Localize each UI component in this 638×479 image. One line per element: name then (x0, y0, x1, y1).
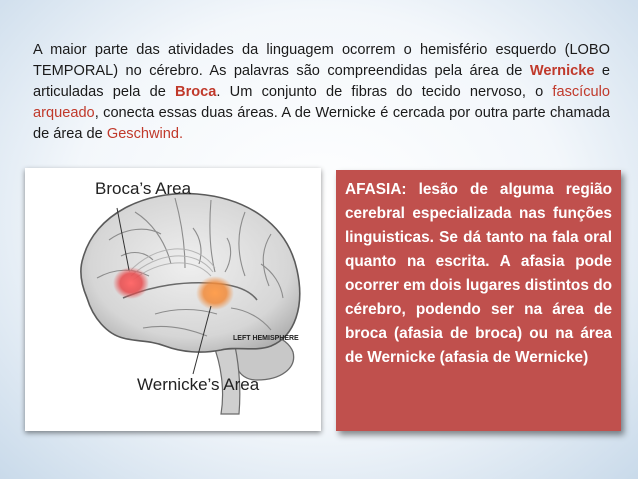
fasciculo-term: fascículo arqueado (33, 84, 610, 121)
intro-text-2: e articuladas pela de (33, 63, 611, 100)
broca-term: Broca (175, 84, 217, 100)
afasia-callout (336, 170, 621, 431)
intro-text-4: , conecta essas duas áreas. A de Wernicke é cercada por outra parte chamada de área de (33, 105, 610, 142)
intro-paragraph (33, 40, 610, 145)
wernicke-area-spot (196, 276, 234, 310)
brain-illustration (25, 168, 321, 431)
wernicke-area-label: Wernicke’s Area (137, 375, 260, 394)
geschwind-term: Geschwind. (106, 126, 184, 142)
wernicke-term: Wernicke (529, 63, 595, 79)
brain-hemisphere (81, 194, 300, 353)
broca-area-spot (113, 267, 149, 299)
left-hemisphere-label: LEFT HEMISPHERE (233, 335, 299, 342)
brain-figure (25, 168, 321, 431)
broca-area-label: Broca’s Area (95, 179, 192, 198)
afasia-text: AFASIA: lesão de alguma região cerebral especializada nas funções linguisticas. Se dá tanto na fala oral quanto na escrita. A afasia pode ocorrer em dois lugares distintos do cérebro, podendo ser na área de broca (afasia de broca) ou na área de Wernicke (afasia de Wernicke) (345, 181, 612, 366)
intro-text-3: . Um conjunto de fibras do tecido nervoso, o (216, 84, 553, 100)
intro-text-1: A maior parte das atividades da linguagem ocorrem o hemisfério esquerdo (LOBO TEMPORAL) no cérebro. As palavras são compreendidas pela área de (33, 42, 610, 79)
